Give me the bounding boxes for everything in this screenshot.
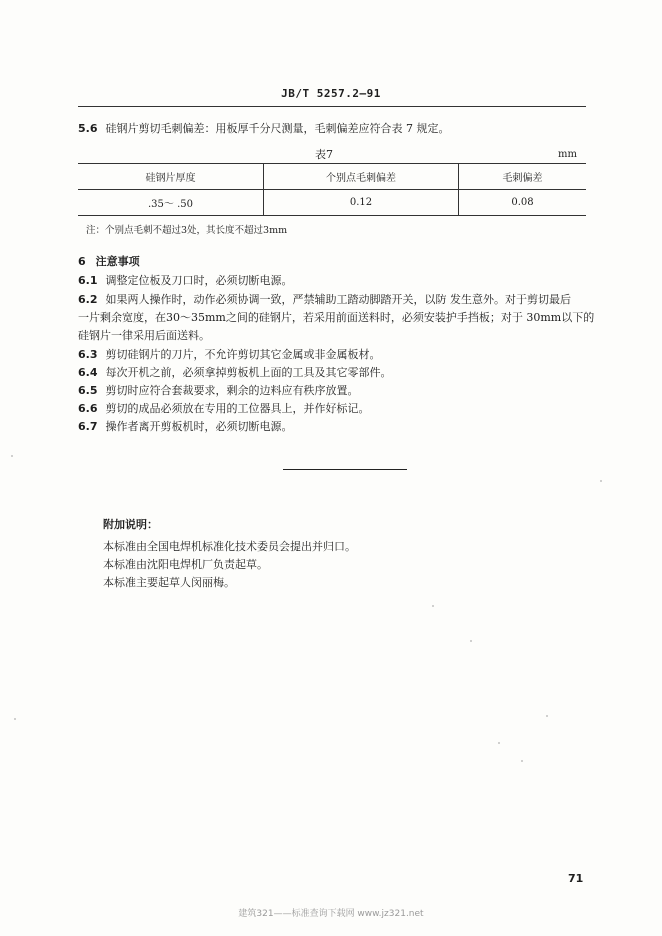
table-header-row (78, 164, 586, 190)
table-cell: 0.12 (264, 190, 459, 216)
scan-speck (546, 715, 548, 717)
list-item (78, 346, 588, 364)
item-text: 剪切硅钢片的刀片，不允许剪切其它金属或非金属板材。 (105, 348, 381, 361)
end-divider (283, 469, 407, 470)
item-number: 6.4 (78, 366, 98, 379)
table-cell: .35～ .50 (78, 190, 264, 216)
appendix-line: 本标准主要起草人闵丽梅。 (103, 576, 235, 589)
appendix-title: 附加说明： (103, 518, 158, 531)
list-item (78, 382, 588, 400)
item-text: 剪切的成品必须放在专用的工位器具上，并作好标记。 (105, 402, 370, 415)
item-text: 调整定位板及刀口时，必须切断电源。 (105, 274, 293, 287)
table-header-cell: 硅钢片厚度 (78, 164, 264, 190)
table-caption: 表7 (315, 148, 333, 161)
header-rule (78, 106, 586, 107)
list-item (78, 418, 588, 436)
table-7 (78, 163, 586, 216)
scan-speck (11, 455, 13, 457)
scan-speck (470, 640, 472, 642)
item-text: 剪切时应符合套裁要求，剩余的边料应有秩序放置。 (105, 384, 359, 397)
scan-speck (14, 718, 16, 720)
item-number: 6.3 (78, 348, 98, 361)
table-header-cell: 个别点毛刺偏差 (264, 164, 459, 190)
item-text: 每次开机之前，必须拿掉剪板机上面的工具及其它零部件。 (105, 366, 392, 379)
page-number: 71 (568, 872, 584, 885)
scan-speck (521, 760, 523, 762)
item-number: 6.1 (78, 274, 98, 287)
section-6-heading (78, 253, 140, 269)
document-header-code: JB/T 5257.2—91 (281, 87, 381, 100)
list-item (78, 291, 588, 309)
section-number: 6 (78, 255, 86, 268)
clause-number: 5.6 (78, 122, 98, 135)
table-cell: 0.08 (459, 190, 587, 216)
table-unit: mm (558, 149, 577, 160)
scan-speck (600, 480, 602, 482)
appendix-line: 本标准由沈阳电焊机厂负责起草。 (103, 558, 268, 571)
list-item (78, 272, 588, 290)
section-title: 注意事项 (95, 255, 140, 268)
watermark: 建筑321——标准查询下载网 www.jz321.net (238, 909, 424, 919)
appendix-line: 本标准由全国电焊机标准化技术委员会提出并归口。 (103, 540, 356, 553)
clause-text: 硅钢片剪切毛刺偏差：用板厚千分尺测量，毛刺偏差应符合表 7 规定。 (105, 122, 450, 135)
item-number: 6.6 (78, 402, 98, 415)
item-continuation: 硅钢片一律采用后面送料。 (78, 329, 210, 342)
item-number: 6.2 (78, 293, 98, 306)
item-text: 操作者离开剪板机时，必须切断电源。 (105, 420, 293, 433)
table-note: 注：个别点毛刺不超过3处，其长度不超过3mm (86, 225, 288, 236)
list-item (78, 400, 588, 418)
scan-speck (432, 605, 434, 607)
item-number: 6.7 (78, 420, 98, 433)
item-continuation: 一片剩余宽度，在30～35mm之间的硅钢片，若采用前面送料时，必须安装护手挡板；对于 30mm以下的 (78, 311, 595, 324)
clause-5-6 (78, 120, 588, 136)
item-number: 6.5 (78, 384, 98, 397)
list-item (78, 364, 588, 382)
scan-speck (498, 742, 500, 744)
table-header-cell: 毛刺偏差 (459, 164, 587, 190)
item-text: 如果两人操作时，动作必须协调一致，严禁辅助工踏动脚踏开关，以防 发生意外。对于剪切最后 (105, 293, 571, 306)
table-row (78, 190, 586, 216)
